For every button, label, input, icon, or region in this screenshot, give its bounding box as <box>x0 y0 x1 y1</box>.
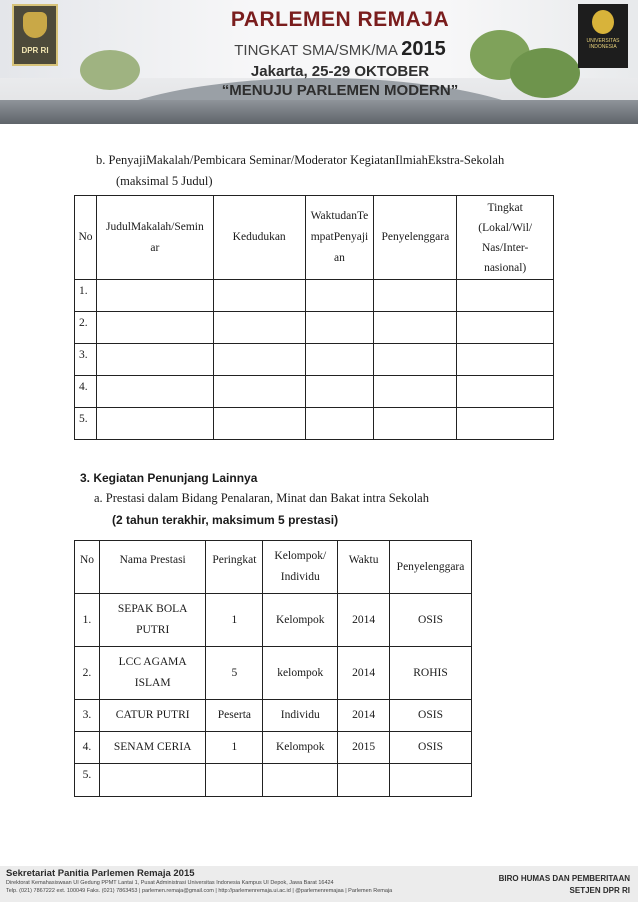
header-waktu: Waktu <box>338 541 390 594</box>
header-penyelenggara: Penyelenggara <box>390 541 472 594</box>
item-a-heading: a. Prestasi dalam Bidang Penalaran, Minat dan Bakat intra Sekolah <box>94 491 429 505</box>
table-row: 3. CATUR PUTRI Peserta Individu 2014 OSIS <box>75 700 472 732</box>
header-tingkat: Tingkat (Lokal/Wil/ Nas/Inter- nasional) <box>457 196 554 280</box>
section-b-heading: b. PenyajiMakalah/Pembicara Seminar/Moderator KegiatanIlmiahEkstra-Sekolah <box>96 153 505 167</box>
header-penyelenggara: Penyelenggara <box>374 196 457 280</box>
table-header-row <box>75 541 472 594</box>
event-year: 2015 <box>401 38 446 60</box>
footer-contact: Telp. (021) 7867222 ext. 100049 Faks. (021) 7863453 | parlemen.remaja@gmail.com | http://parlemenremaja.ui.ac.id | @parlemenremajaa | Parlemen Remaja <box>6 888 393 894</box>
header-no: No <box>75 196 97 280</box>
table-row: 1. SEPAK BOLA PUTRI 1 Kelompok 2014 OSIS <box>75 594 472 647</box>
table-row: 3. <box>75 344 554 376</box>
event-subtitle: TINGKAT SMA/SMK/MA 2015 <box>234 38 446 60</box>
table-row: 1. <box>75 280 554 312</box>
page-footer <box>0 866 638 902</box>
header-kelompok: Kelompok/ Individu <box>263 541 338 594</box>
header-kedudukan: Kedudukan <box>213 196 305 280</box>
event-theme: “MENUJU PARLEMEN MODERN” <box>221 82 459 99</box>
item-a-note: (2 tahun terakhir, maksimum 5 prestasi) <box>112 513 339 527</box>
prestasi-table <box>74 540 472 797</box>
makara-emblem-icon <box>592 10 614 34</box>
header-no: No <box>75 541 100 594</box>
footer-biro: BIRO HUMAS DAN PEMBERITAAN <box>498 874 630 883</box>
dpr-logo: DPR RI <box>12 4 58 66</box>
footer-org: Sekretariat Panitia Parlemen Remaja 2015 <box>6 868 195 879</box>
section-b-note: (maksimal 5 Judul) <box>116 174 213 188</box>
university-logo: UNIVERSITAS INDONESIA <box>578 4 628 68</box>
header-nama: Nama Prestasi <box>99 541 206 594</box>
table-row: 2. LCC AGAMA ISLAM 5 kelompok 2014 ROHIS <box>75 647 472 700</box>
event-title: PARLEMEN REMAJA <box>230 8 450 31</box>
table-row: 4. <box>75 376 554 408</box>
table-header-row <box>75 196 554 280</box>
table-row: 5. <box>75 408 554 440</box>
table-row: 4. SENAM CERIA 1 Kelompok 2015 OSIS <box>75 732 472 764</box>
header-waktu-tempat: WaktudanTe mpatPenyaji an <box>305 196 374 280</box>
table-row: 5. <box>75 764 472 797</box>
seminar-table <box>74 195 554 440</box>
footer-address: Direktorat Kemahasiswaan UI Gedung PPMT Lantai 1, Pusat Administrasi Universitas Indonesia Kampus UI Depok, Jawa Barat 16424 <box>6 880 334 886</box>
header-banner <box>0 0 638 124</box>
event-date: Jakarta, 25-29 OKTOBER <box>250 63 430 80</box>
header-judul: JudulMakalah/Semin ar <box>96 196 213 280</box>
table-row: 2. <box>75 312 554 344</box>
garuda-emblem-icon <box>23 12 47 38</box>
section-3-heading: 3. Kegiatan Penunjang Lainnya <box>80 471 258 485</box>
header-peringkat: Peringkat <box>206 541 263 594</box>
footer-setjen: SETJEN DPR RI <box>569 886 630 895</box>
